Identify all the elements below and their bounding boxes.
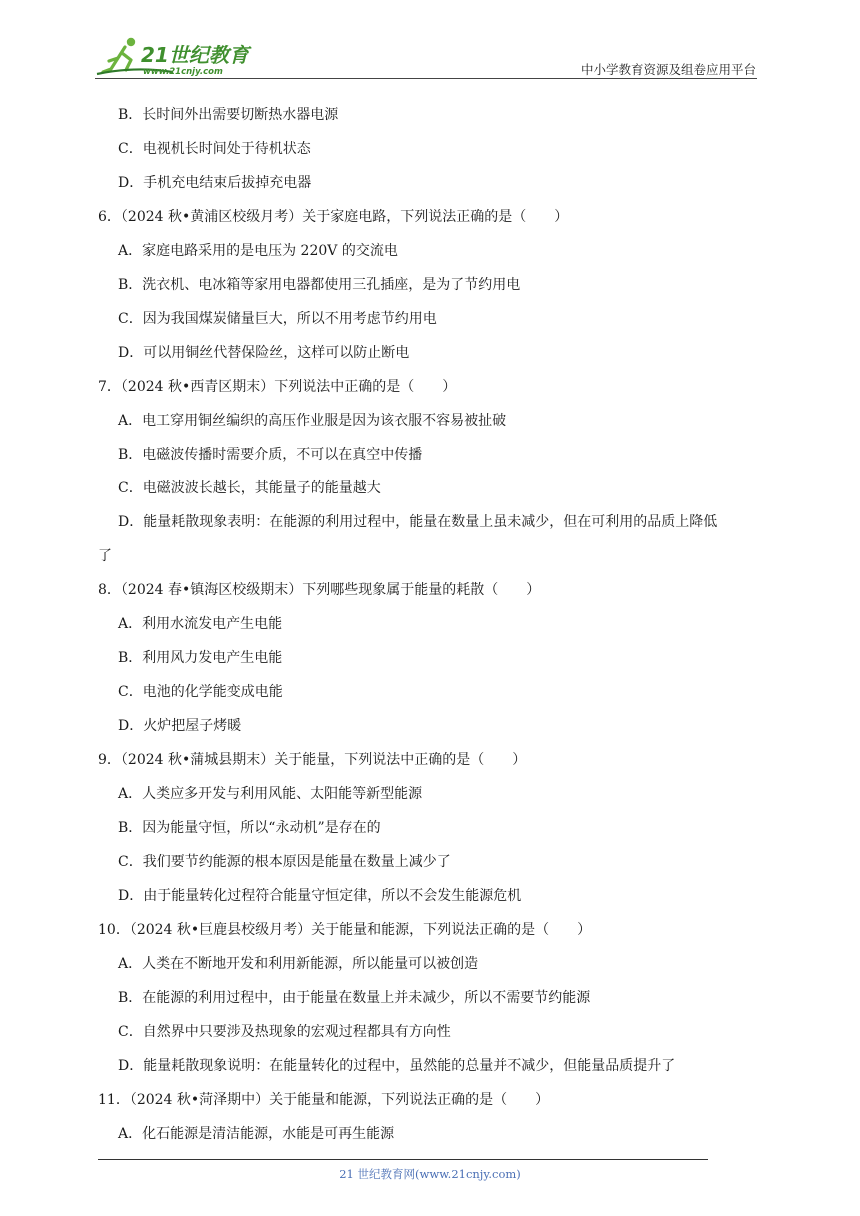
- answer-option: C．电磁波波长越长，其能量子的能量越大: [118, 480, 381, 497]
- question-stem: 9．（2024 秋•蒲城县期末）关于能量，下列说法中正确的是（ ）: [98, 752, 527, 769]
- question-stem: 8．（2024 春•镇海区校级期末）下列哪些现象属于能量的耗散（ ）: [98, 582, 541, 599]
- page-header: [0, 0, 860, 80]
- logo-url: www.21cnjy.com: [143, 67, 223, 77]
- answer-option: D．手机充电结束后拔掉充电器: [118, 174, 312, 191]
- header-divider: [95, 78, 757, 79]
- question-stem: 7．（2024 秋•西青区期末）下列说法中正确的是（ ）: [98, 378, 457, 395]
- answer-option: D．火炉把屋子烤暖: [118, 718, 242, 735]
- logo-text: 21世纪教育: [141, 43, 249, 67]
- site-logo: [95, 36, 265, 78]
- answer-option: B．因为能量守恒，所以“永动机”是存在的: [118, 819, 381, 836]
- question-stem: 11．（2024 秋•菏泽期中）关于能量和能源，下列说法正确的是（ ）: [98, 1091, 550, 1108]
- continuation-line: 了: [98, 548, 112, 565]
- answer-option: B．在能源的利用过程中，由于能量在数量上并未减少，所以不需要节约能源: [118, 989, 591, 1006]
- answer-option: A．人类在不断地开发和利用新能源，所以能量可以被创造: [118, 955, 479, 972]
- answer-option: A．电工穿用铜丝编织的高压作业服是因为该衣服不容易被扯破: [118, 412, 507, 429]
- answer-option: B．洗衣机、电冰箱等家用电器都使用三孔插座，是为了节约用电: [118, 276, 521, 293]
- answer-option: B．长时间外出需要切断热水器电源: [118, 107, 339, 123]
- answer-option: D．能量耗散现象说明：在能量转化的过程中，虽然能的总量并不减少，但能量品质提升了: [118, 1057, 676, 1074]
- question-stem: 6．（2024 秋•黄浦区校级月考）关于家庭电路，下列说法正确的是（ ）: [98, 208, 569, 225]
- answer-option: C．电池的化学能变成电能: [118, 684, 283, 701]
- footer-text: 21 世纪教育网(www.21cnjy.com): [339, 1167, 521, 1181]
- answer-option: D．可以用铜丝代替保险丝，这样可以防止断电: [118, 344, 410, 361]
- answer-option: B．利用风力发电产生电能: [118, 650, 283, 667]
- answer-option: A．化石能源是清洁能源，水能是可再生能源: [118, 1125, 395, 1142]
- platform-name: 中小学教育资源及组卷应用平台: [580, 62, 756, 77]
- answer-option: D．能量耗散现象表明：在能源的利用过程中，能量在数量上虽未减少，但在可利用的品质上降低: [118, 514, 718, 531]
- answer-option: A．家庭电路采用的是电压为 220V 的交流电: [118, 242, 398, 259]
- answer-option: B．电磁波传播时需要介质，不可以在真空中传播: [118, 446, 423, 463]
- answer-option: C．因为我国煤炭储量巨大，所以不用考虑节约用电: [118, 310, 437, 327]
- answer-option: A．利用水流发电产生电能: [118, 616, 283, 633]
- answer-option: A．人类应多开发与利用风能、太阳能等新型能源: [118, 786, 423, 802]
- answer-option: C．电视机长时间处于待机状态: [118, 140, 311, 157]
- answer-option: C．我们要节约能源的根本原因是能量在数量上减少了: [118, 853, 451, 870]
- answer-option: D．由于能量转化过程符合能量守恒定律，所以不会发生能源危机: [118, 887, 522, 904]
- footer-divider: [98, 1159, 708, 1160]
- question-stem: 10．（2024 秋•巨鹿县校级月考）关于能量和能源，下列说法正确的是（ ）: [98, 921, 592, 938]
- answer-option: C．自然界中只要涉及热现象的宏观过程都具有方向性: [118, 1023, 451, 1040]
